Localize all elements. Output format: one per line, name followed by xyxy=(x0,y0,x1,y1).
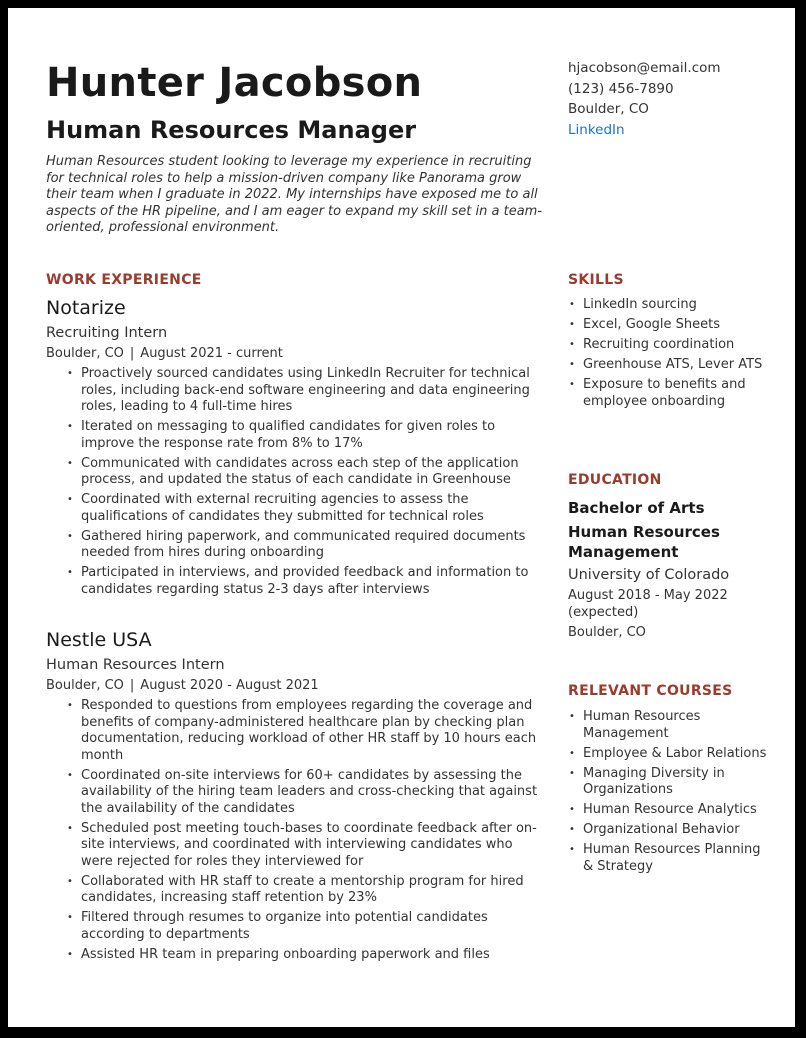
skills-list xyxy=(568,297,768,414)
job-notarize xyxy=(46,296,546,602)
list-item: • Human Resource Analytics xyxy=(583,802,768,819)
list-item: • Recruiting coordination xyxy=(583,337,768,354)
job-title: Recruiting Intern xyxy=(46,325,168,341)
list-item: • Communicated with candidates across each step of the application process, and updated the status of each candidate in Greenhouse xyxy=(81,456,546,489)
education-heading: EDUCATION xyxy=(568,472,662,488)
degree: Bachelor of Arts xyxy=(568,499,705,517)
job-title: Human Resources Intern xyxy=(46,657,225,673)
list-item: • Managing Diversity in Organizations xyxy=(583,766,768,799)
field-of-study: Human Resources Management xyxy=(568,523,720,561)
list-item: • Responded to questions from employees regarding the coverage and benefits of company-administered healthcare plan by checking plan documentation, reducing workload of other HR staff by 10 hours each month xyxy=(81,698,546,764)
list-item: • Excel, Google Sheets xyxy=(583,317,768,334)
list-item: • Filtered through resumes to organize into potential candidates according to departments xyxy=(81,910,546,943)
job-meta xyxy=(46,676,546,696)
courses-heading: RELEVANT COURSES xyxy=(568,683,733,699)
list-item: • Collaborated with HR staff to create a mentorship program for hired candidates, increasing staff retention by 23% xyxy=(81,874,546,907)
education-location: Boulder, CO xyxy=(568,625,646,640)
list-item: • Coordinated on-site interviews for 60+ candidates by assessing the availability of the hiring team leaders and cross-checking that against the availability of the candidates xyxy=(81,768,546,818)
school-name: University of Colorado xyxy=(568,567,730,583)
list-item: • Iterated on messaging to qualified candidates for given roles to improve the response rate from 8% to 17% xyxy=(81,419,546,452)
contact-email[interactable]: hjacobson@email.com xyxy=(568,60,721,76)
list-item: • Employee & Labor Relations xyxy=(583,746,768,763)
resume-page xyxy=(8,8,795,1027)
list-item: • Gathered hiring paperwork, and communicated required documents needed from hires during onboarding xyxy=(81,529,546,562)
candidate-role: Human Resources Manager xyxy=(46,116,417,144)
linkedin-link[interactable]: LinkedIn xyxy=(568,121,625,138)
job-location: Boulder, CO xyxy=(46,678,124,693)
contact-block xyxy=(568,58,721,140)
contact-location: Boulder, CO xyxy=(568,101,649,117)
list-item: • Coordinated with external recruiting agencies to assess the qualifications of candidates they submitted for technical roles xyxy=(81,492,546,525)
job-meta xyxy=(46,344,546,364)
list-item: • Scheduled post meeting touch-bases to coordinate feedback after on-site interviews, and coordinated with interviewing candidates who were rejected for roles they interviewed for xyxy=(81,821,546,871)
company-name: Notarize xyxy=(46,297,126,319)
list-item: • Assisted HR team in preparing onboarding paperwork and files xyxy=(81,947,546,964)
job-nestle xyxy=(46,628,546,967)
list-item: • Human Resources Planning & Strategy xyxy=(583,842,768,875)
work-experience-heading: WORK EXPERIENCE xyxy=(46,272,202,288)
skills-heading: SKILLS xyxy=(568,272,624,288)
meta-separator: | xyxy=(129,678,135,693)
job-dates: August 2021 - current xyxy=(140,346,283,361)
job-location: Boulder, CO xyxy=(46,346,124,361)
list-item: • Exposure to benefits and employee onboarding xyxy=(583,377,768,410)
company-name: Nestle USA xyxy=(46,629,152,651)
list-item: • LinkedIn sourcing xyxy=(583,297,768,314)
job-dates: August 2020 - August 2021 xyxy=(140,678,319,693)
candidate-name: Hunter Jacobson xyxy=(46,60,423,106)
job-bullets xyxy=(46,366,546,598)
education-block xyxy=(568,498,768,642)
meta-separator: | xyxy=(129,346,135,361)
list-item: • Organizational Behavior xyxy=(583,822,768,839)
list-item: • Human Resources Management xyxy=(583,709,768,742)
job-bullets xyxy=(46,698,546,963)
education-dates: August 2018 - May 2022 (expected) xyxy=(568,588,728,620)
summary: Human Resources student looking to leverage my experience in recruiting for technical roles to help a mission-driven company like Panorama grow their team when I graduate in 2022. My internships have exposed me to all aspects of the HR pipeline, and I am eager to expand my skill set in a team-oriented, professional environment. xyxy=(46,154,543,235)
courses-list xyxy=(568,709,768,879)
contact-phone: (123) 456-7890 xyxy=(568,80,674,97)
list-item: • Proactively sourced candidates using LinkedIn Recruiter for technical roles, including back-end software engineering and data engineering roles, leading to 4 full-time hires xyxy=(81,366,546,416)
list-item: • Participated in interviews, and provided feedback and information to candidates regarding status 2-3 days after interviews xyxy=(81,565,546,598)
list-item: • Greenhouse ATS, Lever ATS xyxy=(583,357,768,374)
